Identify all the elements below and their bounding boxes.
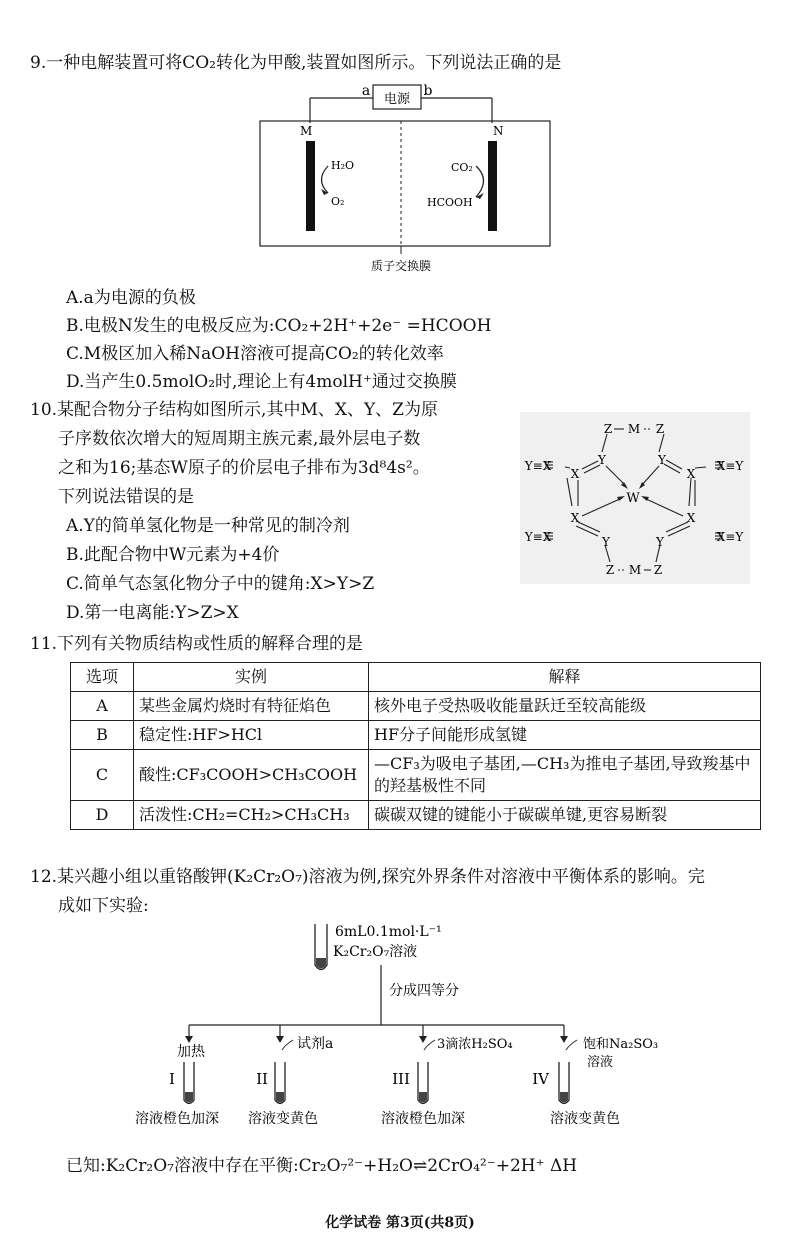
q10-option-b: B.此配合物中W元素为+4价 bbox=[66, 545, 280, 565]
h2o-label: H₂O bbox=[331, 159, 355, 172]
table-header-row bbox=[71, 663, 761, 692]
experiment-diagram bbox=[125, 922, 685, 1132]
electrode-m-label: M bbox=[300, 124, 313, 138]
q9-option-a: A.a为电源的负极 bbox=[66, 288, 196, 308]
table-row bbox=[71, 692, 761, 721]
header-explain: 解释 bbox=[369, 663, 761, 692]
header-option: 选项 bbox=[71, 663, 134, 692]
tube-2-result: 溶液变黄色 bbox=[248, 1111, 318, 1127]
q12-stem-line1: 12.某兴趣小组以重铬酸钾(K₂Cr₂O₇)溶液为例,探究外界条件对溶液中平衡体系的影响。完 bbox=[30, 867, 705, 887]
q10-stem-line3: 之和为16;基态W原子的价层电子排布为3d⁸4s²。 bbox=[58, 458, 430, 478]
w-label: W bbox=[626, 491, 640, 506]
q9-option-d: D.当产生0.5molO₂时,理论上有4molH⁺通过交换膜 bbox=[66, 372, 457, 392]
row-option: B bbox=[71, 721, 134, 750]
q12-known-equilibrium: 已知:K₂Cr₂O₇溶液中存在平衡:Cr₂O₇²⁻+H₂O⇌2CrO₄²⁻+2H⁺ ΔH bbox=[66, 1156, 578, 1176]
q11-stem: 11.下列有关物质结构或性质的解释合理的是 bbox=[30, 634, 364, 654]
q9-option-c: C.M极区加入稀NaOH溶液可提高CO₂的转化效率 bbox=[66, 344, 444, 364]
tube-2-numeral: II bbox=[256, 1070, 268, 1088]
yx-left-upper: Y≡X bbox=[524, 459, 552, 473]
row-example: 稳定性:HF>HCl bbox=[134, 721, 369, 750]
tube-1-result: 溶液橙色加深 bbox=[135, 1111, 219, 1127]
z-label: Z bbox=[605, 563, 615, 577]
row-explain: 核外电子受热吸收能量跃迁至较高能级 bbox=[369, 692, 761, 721]
row-example: 某些金属灼烧时有特征焰色 bbox=[134, 692, 369, 721]
tube-3-result: 溶液橙色加深 bbox=[381, 1111, 465, 1127]
source-concentration: 6mL0.1mol·L⁻¹ bbox=[335, 924, 442, 940]
tube-4-condition-2: 溶液 bbox=[587, 1055, 614, 1070]
tube-3-numeral: III bbox=[392, 1070, 410, 1088]
table-row bbox=[71, 801, 761, 830]
yx-left-lower: Y≡X bbox=[524, 530, 552, 544]
row-explain: 碳碳双键的键能小于碳碳单键,更容易断裂 bbox=[369, 801, 761, 830]
q10-stem-line1: 10.某配合物分子结构如图所示,其中M、X、Y、Z为原 bbox=[30, 400, 438, 420]
y-label: Y bbox=[658, 453, 666, 467]
header-example: 实例 bbox=[134, 663, 369, 692]
tube-1-numeral: I bbox=[169, 1070, 175, 1088]
membrane-label: 质子交换膜 bbox=[370, 259, 432, 273]
q10-stem-line4: 下列说法错误的是 bbox=[58, 487, 194, 507]
x-label: X bbox=[686, 511, 696, 525]
terminal-b-label: b bbox=[423, 83, 433, 99]
q10-stem-line2: 子序数依次增大的短周期主族元素,最外层电子数 bbox=[58, 429, 421, 449]
x-label: X bbox=[570, 511, 580, 525]
co2-label: CO₂ bbox=[451, 161, 473, 174]
complex-structure-diagram bbox=[520, 412, 750, 584]
q10-option-d: D.第一电离能:Y>Z>X bbox=[66, 603, 239, 623]
source-solution: K₂Cr₂O₇溶液 bbox=[333, 944, 418, 960]
hcooh-label: HCOOH bbox=[427, 196, 473, 209]
tube-1-condition: 加热 bbox=[177, 1044, 205, 1060]
y-label: Y bbox=[656, 535, 664, 549]
q12-stem-line2: 成如下实验: bbox=[58, 896, 149, 916]
x-label: X bbox=[686, 467, 696, 481]
electrode-m bbox=[306, 141, 315, 231]
table-row bbox=[71, 721, 761, 750]
z-label: Z bbox=[603, 422, 613, 436]
q10-option-a: A.Y的简单氢化物是一种常见的制冷剂 bbox=[66, 516, 350, 536]
split-label: 分成四等分 bbox=[389, 983, 459, 999]
xy-right-lower: X≡Y bbox=[716, 530, 744, 544]
row-option: D bbox=[71, 801, 134, 830]
q9-option-b: B.电极N发生的电极反应为:CO₂+2H⁺+2e⁻ =HCOOH bbox=[66, 316, 492, 336]
z-label: Z bbox=[655, 422, 665, 436]
tube-3-condition: 3滴浓H₂SO₄ bbox=[437, 1037, 513, 1052]
electrolysis-diagram bbox=[255, 78, 555, 278]
tube-4-numeral: IV bbox=[532, 1070, 549, 1088]
q11-table bbox=[70, 662, 761, 830]
cell-container bbox=[260, 121, 550, 246]
power-source-label: 电源 bbox=[383, 92, 411, 107]
row-option: A bbox=[71, 692, 134, 721]
tube-4-condition: 饱和Na₂SO₃ bbox=[583, 1037, 659, 1052]
m-label: M bbox=[627, 422, 641, 436]
q9-stem: 9.一种电解装置可将CO₂转化为甲酸,装置如图所示。下列说法正确的是 bbox=[30, 53, 562, 73]
z-label: Z bbox=[653, 563, 663, 577]
row-explain: —CF₃为吸电子基团,—CH₃为推电子基团,导致羧基中的羟基极性不同 bbox=[369, 750, 761, 801]
row-example: 活泼性:CH₂=CH₂>CH₃CH₃ bbox=[134, 801, 369, 830]
y-label: Y bbox=[602, 535, 610, 549]
xy-right-upper: X≡Y bbox=[716, 459, 744, 473]
tube-2-condition: 试剂a bbox=[297, 1036, 334, 1052]
electrode-n bbox=[488, 141, 497, 231]
x-label: X bbox=[570, 467, 580, 481]
row-option: C bbox=[71, 750, 134, 801]
y-label: Y bbox=[598, 453, 606, 467]
o2-label: O₂ bbox=[331, 195, 345, 208]
terminal-a-label: a bbox=[361, 83, 371, 99]
m-label: M bbox=[628, 563, 642, 577]
page-footer: 化学试卷 第3页(共8页) bbox=[325, 1215, 475, 1231]
tube-4-result: 溶液变黄色 bbox=[550, 1111, 620, 1127]
table-row bbox=[71, 750, 761, 801]
row-explain: HF分子间能形成氢键 bbox=[369, 721, 761, 750]
electrode-n-label: N bbox=[493, 124, 504, 138]
q10-option-c: C.简单气态氢化物分子中的键角:X>Y>Z bbox=[66, 574, 375, 594]
row-example: 酸性:CF₃COOH>CH₃COOH bbox=[134, 750, 369, 801]
